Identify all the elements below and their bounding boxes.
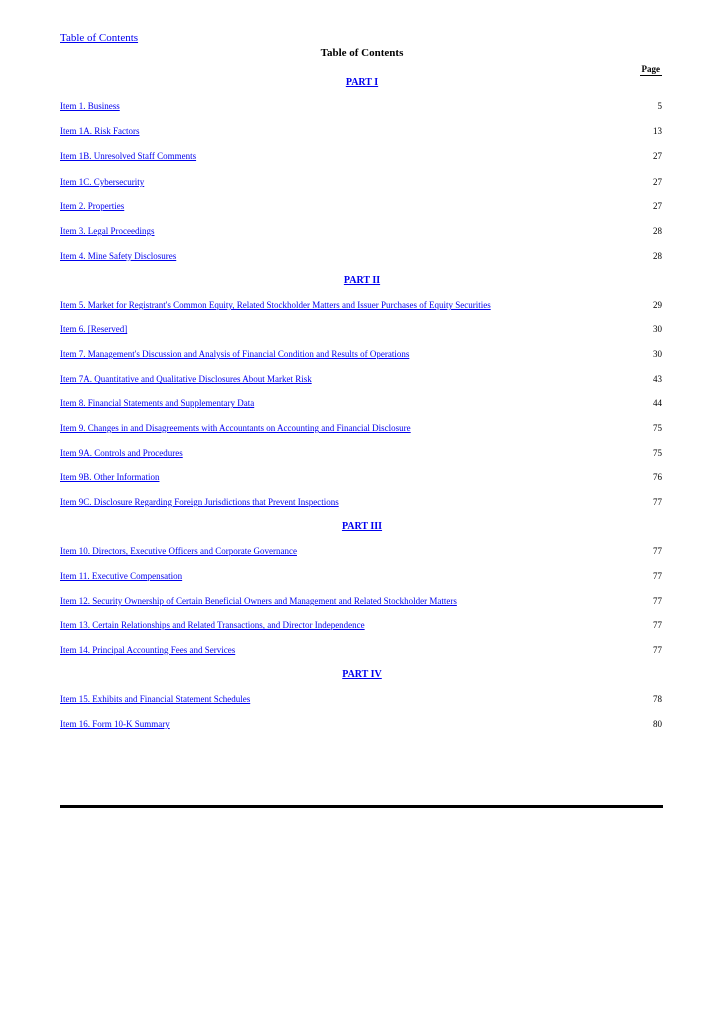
toc-item-link[interactable]: Item 7A. Quantitative and Qualitative Disclosures About Market Risk [60, 374, 312, 384]
page-number: 75 [653, 448, 662, 458]
toc-row [60, 472, 664, 486]
toc-item-link[interactable]: Item 9B. Other Information [60, 472, 160, 482]
part-1-link[interactable]: PART I [345, 77, 379, 88]
page-number: 30 [653, 324, 662, 334]
page-number: 78 [653, 694, 662, 704]
page-divider [60, 805, 663, 808]
toc-item-link[interactable]: Item 15. Exhibits and Financial Statement Schedules [60, 694, 251, 704]
toc-item-link[interactable]: Item 11. Executive Compensation [60, 571, 183, 581]
toc-item-link[interactable]: Item 13. Certain Relationships and Related Transactions, and Director Independence [60, 620, 365, 630]
toc-item-link[interactable]: Item 1A. Risk Factors [60, 126, 140, 136]
toc-item-link[interactable]: Item 9. Changes in and Disagreements with Accountants on Accounting and Financial Disclosure [60, 423, 411, 433]
page-number: 77 [653, 546, 662, 556]
page-number: 43 [653, 374, 662, 384]
part-2-link[interactable]: PART II [343, 275, 381, 286]
part-heading-4 [0, 669, 724, 680]
part-heading-2 [0, 275, 724, 286]
page-number: 76 [653, 472, 662, 482]
page-number: 27 [653, 177, 662, 187]
toc-item-link[interactable]: Item 16. Form 10-K Summary [60, 719, 170, 729]
toc-item-link[interactable]: Item 7. Management's Discussion and Analysis of Financial Condition and Results of Operations [60, 349, 410, 359]
page-number: 5 [657, 101, 662, 111]
toc-item-link[interactable]: Item 1. Business [60, 101, 120, 111]
toc-row [60, 324, 664, 338]
toc-row [60, 226, 664, 240]
table-of-contents-link[interactable]: Table of Contents [60, 32, 139, 44]
toc-row [60, 694, 664, 708]
toc-row [60, 349, 664, 363]
toc-row [60, 251, 664, 265]
toc-row [60, 126, 664, 140]
toc-row [60, 448, 664, 462]
toc-item-link[interactable]: Item 4. Mine Safety Disclosures [60, 251, 177, 261]
page-number: 27 [653, 201, 662, 211]
toc-row [60, 300, 664, 314]
toc-item-link[interactable]: Item 9A. Controls and Procedures [60, 448, 183, 458]
part-3-link[interactable]: PART III [341, 521, 383, 532]
toc-row [60, 719, 664, 733]
page-column-header: Page [641, 64, 660, 74]
page-number: 77 [653, 645, 662, 655]
page-number: 29 [653, 300, 662, 310]
toc-row [60, 596, 664, 610]
part-4-link[interactable]: PART IV [342, 669, 382, 680]
document-title: Table of Contents [320, 47, 404, 59]
page-number: 28 [653, 226, 662, 236]
page-number: 75 [653, 423, 662, 433]
page-number: 30 [653, 349, 662, 359]
page-number: 44 [653, 398, 662, 408]
toc-item-link[interactable]: Item 9C. Disclosure Regarding Foreign Jurisdictions that Prevent Inspections [60, 497, 339, 507]
toc-item-link[interactable]: Item 10. Directors, Executive Officers and Corporate Governance [60, 546, 297, 556]
toc-row [60, 546, 664, 560]
toc-row [60, 571, 664, 585]
page-number: 77 [653, 571, 662, 581]
page-number: 27 [653, 151, 662, 161]
page-number: 13 [653, 126, 662, 136]
toc-row [60, 645, 664, 659]
toc-row [60, 497, 664, 511]
toc-item-link[interactable]: Item 1B. Unresolved Staff Comments [60, 151, 197, 161]
part-heading-3 [0, 521, 724, 532]
page-number: 77 [653, 596, 662, 606]
toc-item-link[interactable]: Item 8. Financial Statements and Supplementary Data [60, 398, 255, 408]
toc-row [60, 423, 664, 437]
toc-row [60, 151, 664, 165]
page-number: 80 [653, 719, 662, 729]
page-number: 28 [653, 251, 662, 261]
part-heading-1 [0, 77, 724, 88]
page-number: 77 [653, 620, 662, 630]
toc-row [60, 177, 664, 191]
toc-item-link[interactable]: Item 6. [Reserved] [60, 324, 128, 334]
toc-item-link[interactable]: Item 14. Principal Accounting Fees and Services [60, 645, 236, 655]
toc-item-link[interactable]: Item 3. Legal Proceedings [60, 226, 155, 236]
toc-item-link[interactable]: Item 5. Market for Registrant's Common Equity, Related Stockholder Matters and Issuer Purchases of Equity Securities [60, 300, 491, 310]
toc-row [60, 398, 664, 412]
toc-item-link[interactable]: Item 1C. Cybersecurity [60, 177, 145, 187]
page-number: 77 [653, 497, 662, 507]
toc-item-link[interactable]: Item 2. Properties [60, 201, 125, 211]
toc-row [60, 620, 664, 634]
toc-item-link[interactable]: Item 12. Security Ownership of Certain Beneficial Owners and Management and Related Stockholder Matters [60, 596, 457, 606]
toc-row [60, 201, 664, 215]
toc-row [60, 101, 664, 115]
toc-row [60, 374, 664, 388]
